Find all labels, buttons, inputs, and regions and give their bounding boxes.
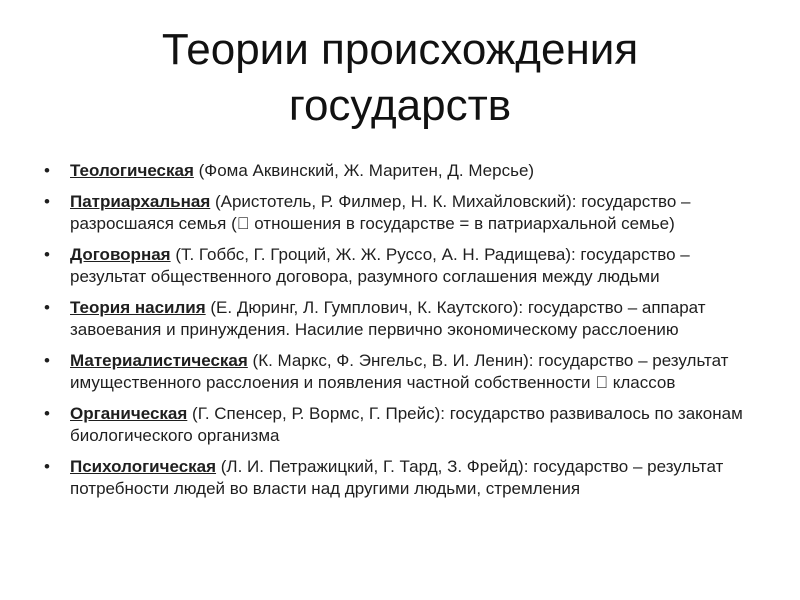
list-item-violence	[44, 297, 760, 342]
theory-term: Патриархальная	[70, 191, 211, 211]
slide-title	[40, 22, 760, 134]
theory-description: (Т. Гоббс, Г. Гроций, Ж. Ж. Руссо, А. Н. Радищева): государство – результат общественного договора, разумного соглашения между людьми	[70, 244, 690, 286]
list-item-materialist	[44, 350, 760, 395]
slide-title-line-1: Теории происхождения	[161, 25, 639, 74]
theory-description: (К. Маркс, Ф. Энгельс, В. И. Ленин): государство – результат имущественного расслоения и появления частной собственности классов	[70, 350, 729, 392]
theory-term: Психологическая	[70, 456, 217, 476]
bullet-icon: •	[44, 403, 50, 423]
list-item-contractual	[44, 244, 760, 289]
theory-term: Органическая	[70, 403, 188, 423]
slide-title-line-2: государств	[288, 81, 512, 130]
theory-term: Материалистическая	[70, 350, 248, 370]
theory-term: Договорная	[70, 244, 171, 264]
theory-description: (Е. Дюринг, Л. Гумплович, К. Каутского): государство – аппарат завоевания и принуждения. Насилие первично экономическому расслоению	[70, 297, 706, 339]
theory-term: Теологическая	[70, 161, 194, 180]
list-item-patriarchal	[44, 191, 760, 236]
bullet-icon: •	[44, 244, 50, 264]
theory-description: (Аристотель, Р. Филмер, Н. К. Михайловский): государство – разросшаяся семья ( отношения в государстве = в патриархальной семье)	[70, 191, 691, 233]
theory-list	[44, 160, 760, 509]
bullet-icon: •	[44, 350, 50, 370]
theory-term: Теория насилия	[70, 297, 206, 317]
list-item-organic	[44, 403, 760, 448]
bullet-icon: •	[44, 297, 50, 317]
bullet-icon: •	[44, 191, 50, 211]
bullet-icon: •	[44, 161, 50, 180]
theory-description: (Фома Аквинский, Ж. Маритен, Д. Мерсье)	[193, 161, 535, 180]
bullet-icon: •	[44, 456, 50, 476]
list-item-psychological	[44, 456, 760, 501]
list-item-theological	[44, 160, 760, 183]
theory-description: (Г. Спенсер, Р. Вормс, Г. Прейс): государство развивалось по законам биологического организма	[70, 403, 743, 445]
theory-description: (Л. И. Петражицкий, Г. Тард, З. Фрейд): государство – результат потребности людей во власти над другими людьми, стремления	[70, 456, 724, 498]
